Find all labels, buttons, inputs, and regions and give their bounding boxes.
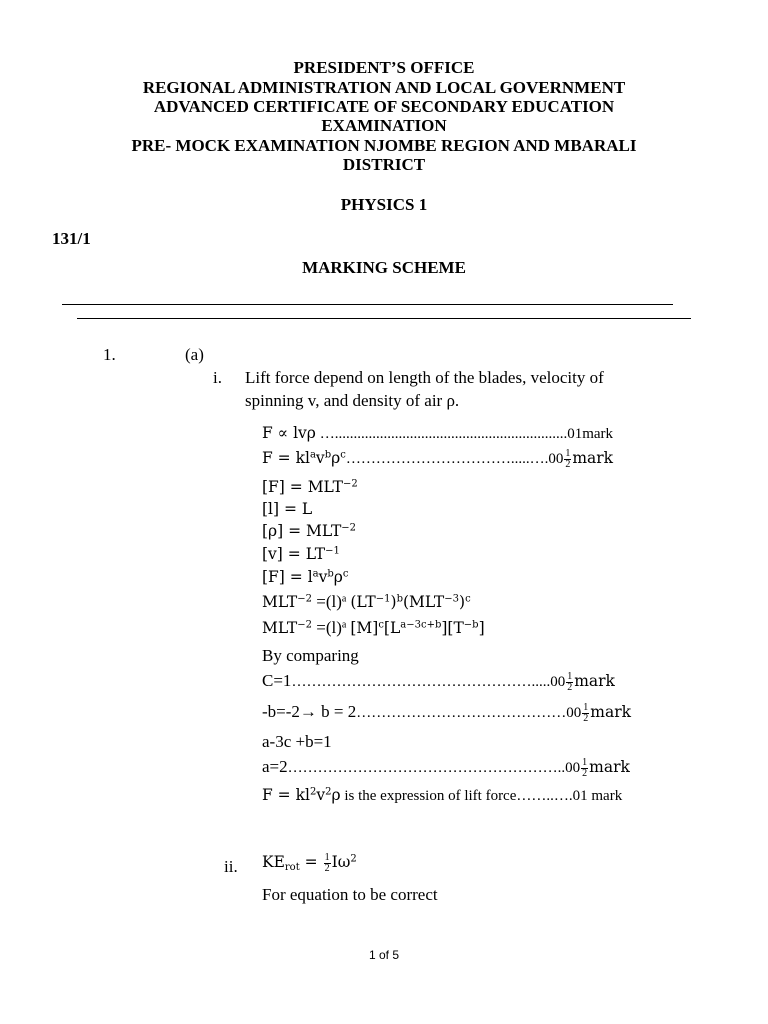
prop-expression: F ∝ lvρ <box>262 424 316 442</box>
header-line-1: PRESIDENT’S OFFICE <box>293 58 475 77</box>
question-part: (a) <box>185 345 204 364</box>
scheme-title: MARKING SCHEME <box>302 258 466 277</box>
paper-code: 131/1 <box>52 229 91 248</box>
question-number: 1. <box>103 345 116 364</box>
eq2-dots: …………………………….....….00 <box>345 451 564 468</box>
header-line-4: EXAMINATION <box>321 116 447 135</box>
header-line-5: PRE- MOCK EXAMINATION NJOMBE REGION AND MBARALI <box>131 136 637 155</box>
subpart-ii-text: For equation to be correct <box>262 885 438 904</box>
eq2-expression: F = kl <box>262 449 310 468</box>
substitution-line-1: $MLT^{-2} =(l)^a$ $(LT^{-1})^b(MLT^{-3})^c$ <box>262 592 471 611</box>
dimension-velocity: $[v] = LT^{-1}$ <box>262 545 340 563</box>
eq2-mark: mark <box>572 449 614 468</box>
by-comparing: By comparing <box>262 646 359 665</box>
substitution-line-2: $MLT^{-2} =(l)^a$ $[M]^c[L^{a-3c+b}][T^{-b}]$ <box>262 618 485 637</box>
dimension-density: $[\rho] = MLT^{-2}$ <box>262 522 357 540</box>
dimension-force: $[F] = MLT^{-2}$ <box>262 478 358 496</box>
divider-rule-1 <box>62 304 673 305</box>
a-result-line: a=2………………………………………………..00 $\frac{1}{2}$ mark <box>262 756 630 779</box>
equation-line: $F = kl^av^b\rho^c\dots\dots\dots\dots\dots\dots\dots\dots\dots\dots\dots.....\dots.00$ $\frac{1}{2}$ mark <box>262 448 614 470</box>
half-fraction: $\frac{1}{2}$ <box>565 448 571 470</box>
dimension-force-general: $[F] = l^av^b\rho^c$ <box>262 568 349 586</box>
subpart-i-text-line1: Lift force depend on length of the blades, velocity of <box>245 368 604 387</box>
c-result-line: C=1………………………………………….....00 $\frac{1}{2}$ mark <box>262 670 615 693</box>
prop-mark: 01mark <box>567 426 614 442</box>
subpart-ii-label: ii. <box>224 857 238 876</box>
rotational-ke-equation: $KE_{rot}$ = $\frac{1}{2}$ $I\omega^2$ <box>262 852 357 874</box>
dimension-length: [l] = L <box>262 500 313 518</box>
b-result-line: -b=-2→ b = 2……………………………………00 $\frac{1}{2}$ mark <box>262 701 631 724</box>
final-expression-line: $F = kl^2v^2\rho$ is the expression of lift force……..….01 mark <box>262 786 623 804</box>
subpart-i-text-line2: spinning v, and density of air ρ. <box>245 391 460 410</box>
proportionality-line <box>262 424 613 443</box>
header-line-2: REGIONAL ADMINISTRATION AND LOCAL GOVERNMENT <box>142 78 626 97</box>
divider-rule-2 <box>77 318 691 319</box>
subject-title: PHYSICS 1 <box>340 195 428 214</box>
abc-relation: a-3c +b=1 <box>262 732 332 751</box>
header-line-3: ADVANCED CERTIFICATE OF SECONDARY EDUCATION <box>153 97 615 116</box>
prop-dots: ….............................................................. <box>315 426 568 442</box>
page-number: 1 of 5 <box>368 948 400 962</box>
header-line-6: DISTRICT <box>342 155 426 174</box>
subpart-i-label: i. <box>213 368 222 387</box>
